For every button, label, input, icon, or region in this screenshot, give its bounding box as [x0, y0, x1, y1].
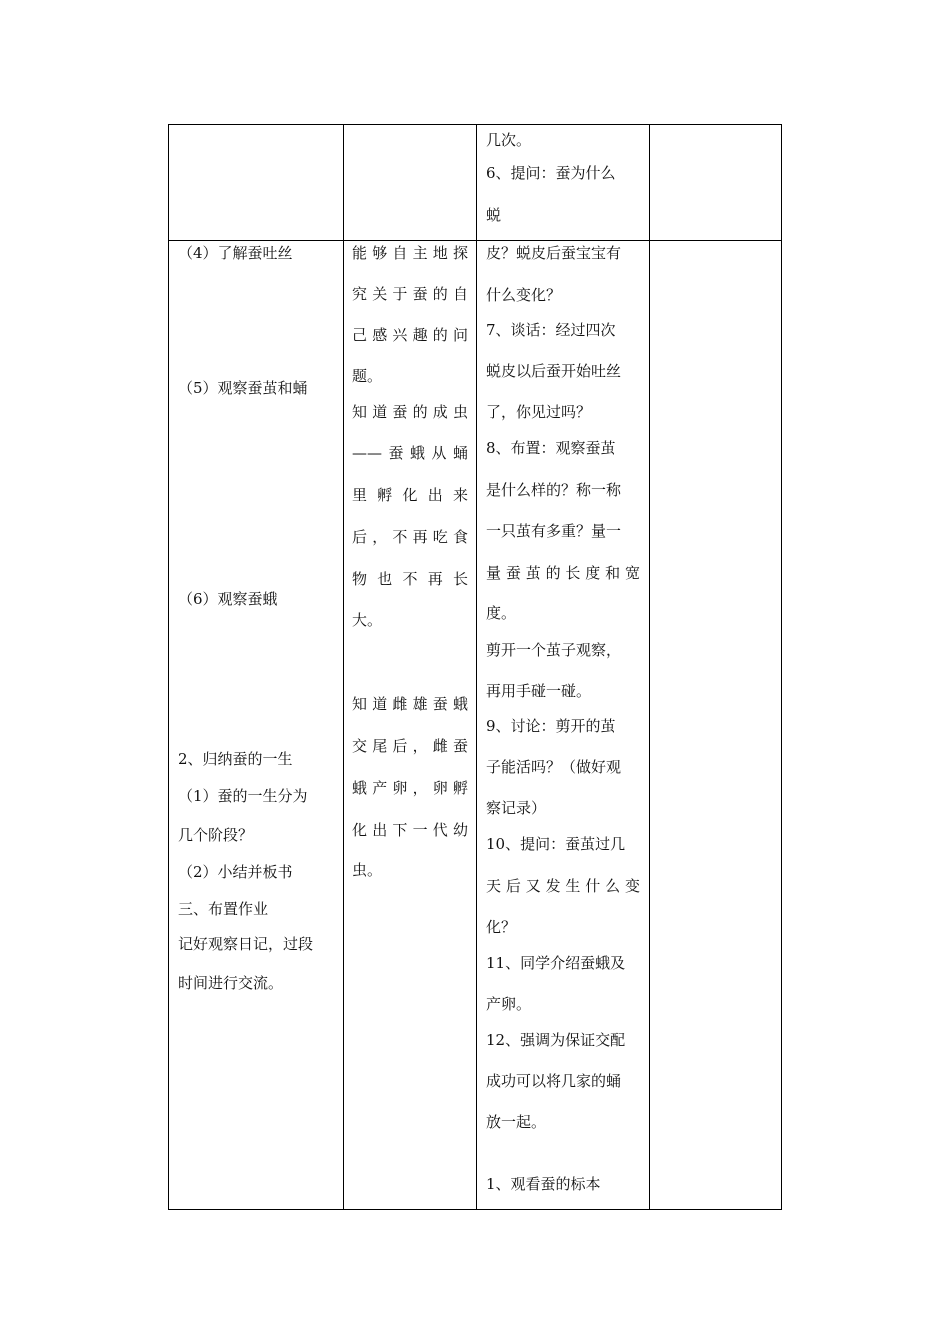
text-line: 究关于蚕的自 [352, 285, 468, 303]
text-line: 几次。 [486, 131, 532, 149]
text-line: 知道雌雄蚕蛾 [352, 695, 468, 713]
text-line: 2、归纳蚕的一生 [178, 750, 293, 768]
text-line: 12、强调为保证交配 [486, 1031, 626, 1049]
text-line: 是什么样的？称一称 [486, 481, 622, 499]
text-line: 己感兴趣的问 [352, 326, 468, 344]
text-line: （1）蚕的一生分为 [178, 787, 308, 805]
text-line: 度。 [486, 604, 517, 622]
lesson-table [168, 124, 782, 1210]
table-border-right [781, 124, 782, 1210]
text-line: 几个阶段？ [178, 826, 254, 844]
text-line: 知道蚕的成虫 [352, 403, 468, 421]
text-line: 1、观看蚕的标本 [486, 1175, 601, 1193]
text-line: 题。 [352, 367, 383, 385]
text-line: 物也不再长 [352, 570, 468, 588]
row-divider [168, 240, 782, 241]
text-line: 蛾产卵，卵孵 [352, 779, 468, 797]
text-line: 虫。 [352, 861, 383, 879]
text-line: 交尾后，雌蚕 [352, 737, 468, 755]
table-border-bottom [168, 1209, 782, 1210]
text-line: 什么变化？ [486, 286, 562, 304]
text-line: 化出下一代幼 [352, 821, 468, 839]
text-line: 皮？蜕皮后蚕宝宝有 [486, 244, 622, 262]
text-line: 时间进行交流。 [178, 974, 284, 992]
text-line: 再用手碰一碰。 [486, 682, 592, 700]
text-line: 里孵化出来 [352, 486, 468, 504]
text-line: 大。 [352, 611, 383, 629]
text-line: 7、谈话：经过四次 [486, 321, 616, 339]
text-line: 能够自主地探 [352, 244, 468, 262]
text-line: 化？ [486, 918, 517, 936]
text-line: 记好观察日记，过段 [178, 935, 314, 953]
text-line: 9、讨论：剪开的茧 [486, 717, 616, 735]
text-line: 10、提问：蚕茧过几 [486, 835, 626, 853]
text-line: 一只茧有多重？量一 [486, 522, 622, 540]
text-line: 后，不再吃食 [352, 528, 468, 546]
text-line: 子能活吗？（做好观 [486, 758, 622, 776]
table-border-top [168, 124, 782, 125]
text-line: （5）观察蚕茧和蛹 [178, 379, 308, 397]
column-divider [168, 124, 169, 1210]
text-line: 量蚕茧的长度和宽 [486, 564, 640, 582]
text-line: 11、同学介绍蚕蛾及 [486, 954, 626, 972]
text-line: 三、布置作业 [178, 900, 269, 918]
text-line: 天后又发生什么变 [486, 877, 640, 895]
column-divider [343, 124, 344, 1210]
text-line: 成功可以将几家的蛹 [486, 1072, 622, 1090]
text-line: 蜕皮以后蚕开始吐丝 [486, 362, 622, 380]
text-line: ——蚕蛾从蛹 [352, 444, 468, 462]
column-divider [649, 124, 650, 1210]
text-line: 8、布置：观察蚕茧 [486, 439, 616, 457]
text-line: 6、提问：蚕为什么 [486, 164, 616, 182]
text-line: 放一起。 [486, 1113, 547, 1131]
text-line: （4）了解蚕吐丝 [178, 244, 293, 262]
text-line: 蜕 [486, 206, 502, 224]
text-line: 了，你见过吗？ [486, 403, 592, 421]
text-line: 产卵。 [486, 995, 532, 1013]
text-line: 察记录） [486, 799, 547, 817]
text-line: 剪开一个茧子观察， [486, 641, 622, 659]
column-divider [476, 124, 477, 1210]
text-line: （6）观察蚕蛾 [178, 590, 278, 608]
text-line: （2）小结并板书 [178, 863, 293, 881]
